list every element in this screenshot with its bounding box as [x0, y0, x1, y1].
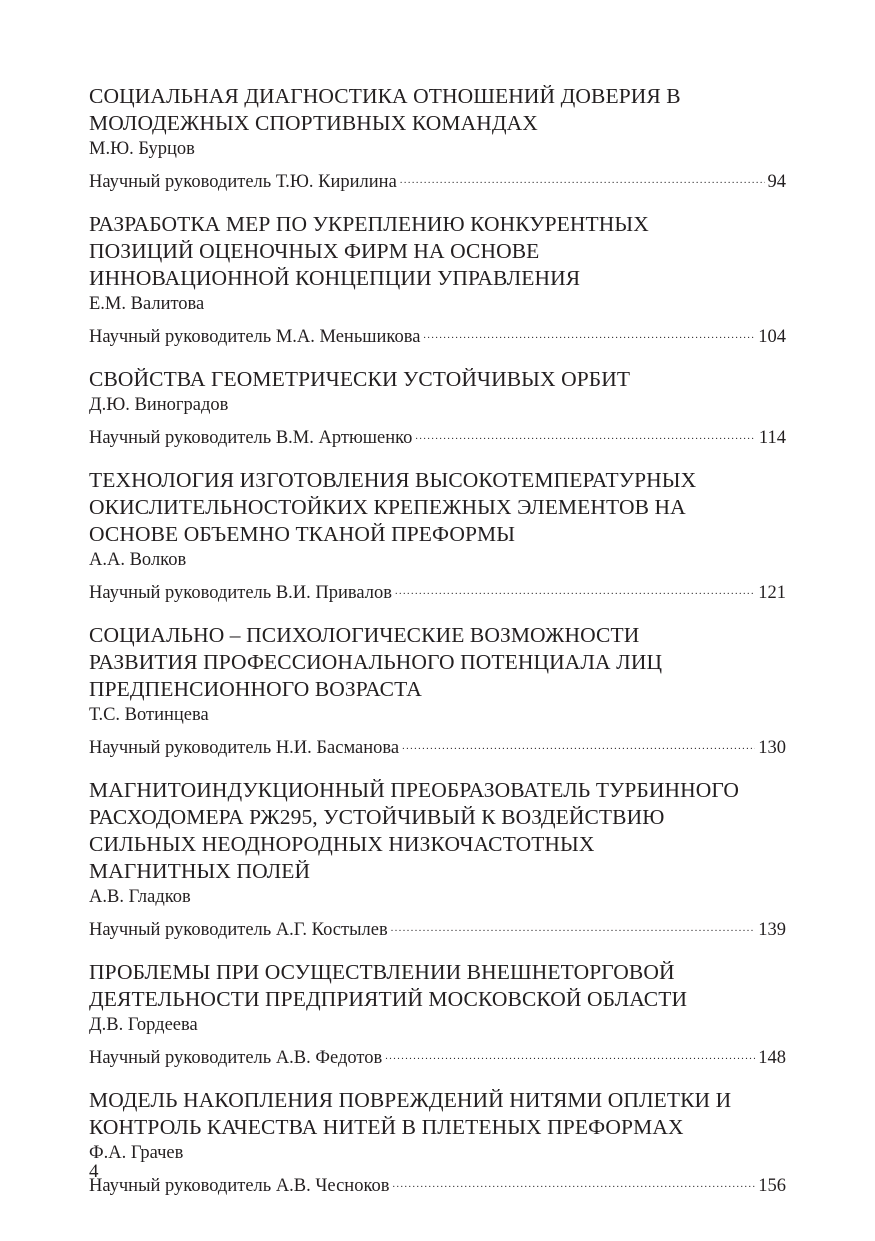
entry-supervisor-row	[89, 573, 786, 606]
entry-author: Ф.А. Грачев	[89, 1143, 184, 1163]
entry-page-number: 94	[767, 172, 786, 192]
entry-supervisor: Научный руководитель А.В. Чесноков	[89, 1176, 390, 1196]
toc-entry	[89, 959, 786, 1071]
entry-supervisor-row	[89, 1166, 786, 1199]
entry-title-line: МОДЕЛЬ НАКОПЛЕНИЯ ПОВРЕЖДЕНИЙ НИТЯМИ ОПЛЕТКИ И	[89, 1088, 732, 1112]
entry-supervisor-row	[89, 728, 786, 761]
entry-title-line: СИЛЬНЫХ НЕОДНОРОДНЫХ НИЗКОЧАСТОТНЫХ	[89, 832, 595, 856]
entry-title-line: СОЦИАЛЬНО – ПСИХОЛОГИЧЕСКИЕ ВОЗМОЖНОСТИ	[89, 623, 640, 647]
entry-title-line: КОНТРОЛЬ КАЧЕСТВА НИТЕЙ В ПЛЕТЕНЫХ ПРЕФОРМАХ	[89, 1115, 684, 1139]
entry-page-number: 104	[758, 327, 786, 347]
dot-leader	[391, 910, 756, 935]
entry-supervisor-row	[89, 162, 786, 195]
entry-title-line: ПРОБЛЕМЫ ПРИ ОСУЩЕСТВЛЕНИИ ВНЕШНЕТОРГОВОЙ	[89, 960, 675, 984]
entry-supervisor: Научный руководитель В.М. Артюшенко	[89, 428, 413, 448]
entry-title-line: ОКИСЛИТЕЛЬНОСТОЙКИХ КРЕПЕЖНЫХ ЭЛЕМЕНТОВ НА	[89, 495, 686, 519]
table-of-contents	[89, 83, 786, 1215]
toc-entry	[89, 1087, 786, 1199]
entry-page-number: 121	[758, 583, 786, 603]
entry-supervisor-row	[89, 910, 786, 943]
entry-supervisor: Научный руководитель А.Г. Костылев	[89, 920, 388, 940]
dot-leader	[400, 162, 765, 187]
entry-title-line: ОСНОВЕ ОБЪЕМНО ТКАНОЙ ПРЕФОРМЫ	[89, 522, 516, 546]
entry-author: Д.В. Гордеева	[89, 1015, 198, 1035]
entry-supervisor: Научный руководитель А.В. Федотов	[89, 1048, 383, 1068]
page-number: 4	[89, 1161, 99, 1182]
entry-title-line: МАГНИТОИНДУКЦИОННЫЙ ПРЕОБРАЗОВАТЕЛЬ ТУРБИННОГО	[89, 778, 740, 802]
entry-page-number: 156	[758, 1176, 786, 1196]
entry-title-line: ПОЗИЦИЙ ОЦЕНОЧНЫХ ФИРМ НА ОСНОВЕ	[89, 239, 540, 263]
entry-author: А.А. Волков	[89, 550, 187, 570]
entry-page-number: 139	[758, 920, 786, 940]
entry-title-line: МАГНИТНЫХ ПОЛЕЙ	[89, 859, 311, 883]
entry-page-number: 114	[758, 428, 786, 448]
toc-entry	[89, 83, 786, 195]
entry-title-line: МОЛОДЕЖНЫХ СПОРТИВНЫХ КОМАНДАХ	[89, 111, 538, 135]
dot-leader	[415, 418, 756, 443]
toc-entry	[89, 467, 786, 606]
entry-supervisor-row	[89, 317, 786, 350]
dot-leader	[385, 1038, 755, 1063]
entry-title-line: ПРЕДПЕНСИОННОГО ВОЗРАСТА	[89, 677, 422, 701]
entry-title-line: ДЕЯТЕЛЬНОСТИ ПРЕДПРИЯТИЙ МОСКОВСКОЙ ОБЛАСТИ	[89, 987, 688, 1011]
entry-author: Д.Ю. Виноградов	[89, 395, 229, 415]
entry-author: М.Ю. Бурцов	[89, 139, 195, 159]
entry-author: Е.М. Валитова	[89, 294, 205, 314]
dot-leader	[402, 728, 755, 753]
toc-entry	[89, 622, 786, 761]
entry-title-line: ТЕХНОЛОГИЯ ИЗГОТОВЛЕНИЯ ВЫСОКОТЕМПЕРАТУРНЫХ	[89, 468, 697, 492]
entry-title-line: СОЦИАЛЬНАЯ ДИАГНОСТИКА ОТНОШЕНИЙ ДОВЕРИЯ В	[89, 84, 681, 108]
entry-supervisor-row	[89, 418, 786, 451]
entry-title-line: РАЗВИТИЯ ПРОФЕССИОНАЛЬНОГО ПОТЕНЦИАЛА ЛИЦ	[89, 650, 663, 674]
entry-supervisor: Научный руководитель М.А. Меньшикова	[89, 327, 421, 347]
entry-supervisor-row	[89, 1038, 786, 1071]
entry-title-line: ИННОВАЦИОННОЙ КОНЦЕПЦИИ УПРАВЛЕНИЯ	[89, 266, 581, 290]
dot-leader	[393, 1166, 756, 1191]
entry-supervisor: Научный руководитель Т.Ю. Кирилина	[89, 172, 397, 192]
toc-entry	[89, 366, 786, 451]
entry-supervisor: Научный руководитель Н.И. Басманова	[89, 738, 400, 758]
dot-leader	[423, 317, 755, 342]
entry-title-line: РАЗРАБОТКА МЕР ПО УКРЕПЛЕНИЮ КОНКУРЕНТНЫХ	[89, 212, 649, 236]
toc-entry	[89, 777, 786, 943]
entry-author: А.В. Гладков	[89, 887, 191, 907]
entry-title-line: СВОЙСТВА ГЕОМЕТРИЧЕСКИ УСТОЙЧИВЫХ ОРБИТ	[89, 367, 631, 391]
entry-supervisor: Научный руководитель В.И. Привалов	[89, 583, 392, 603]
entry-author: Т.С. Вотинцева	[89, 705, 209, 725]
toc-entry	[89, 211, 786, 350]
entry-page-number: 148	[758, 1048, 786, 1068]
dot-leader	[395, 573, 755, 598]
entry-title-line: РАСХОДОМЕРА РЖ295, УСТОЙЧИВЫЙ К ВОЗДЕЙСТВИЮ	[89, 805, 665, 829]
entry-page-number: 130	[758, 738, 786, 758]
